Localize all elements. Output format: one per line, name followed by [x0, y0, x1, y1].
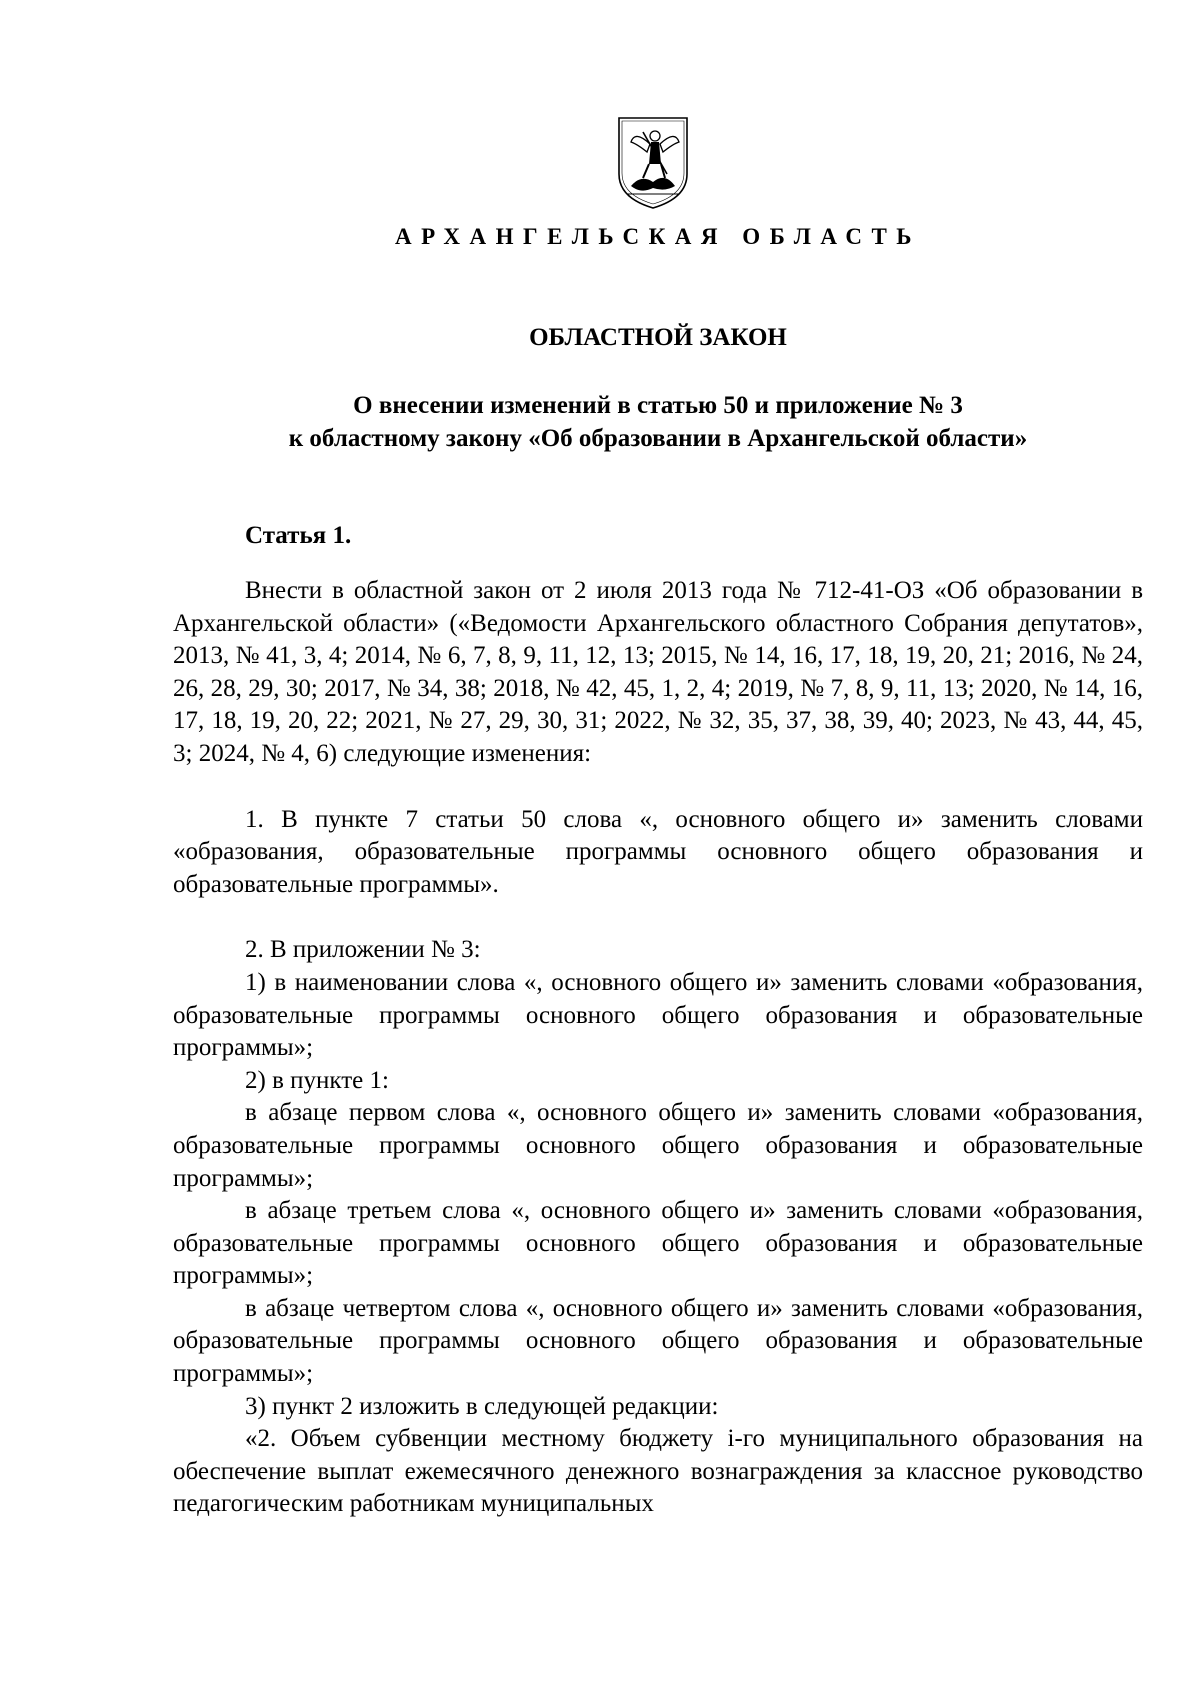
paragraph-new-item-2: «2. Объем субвенции местному бюджету i-го муниципального образования на обеспечение выплат ежемесячного денежного вознаграждения за классное руководство педагогическим работникам муниципальных [173, 1425, 1143, 1518]
law-title-line-1: О внесении изменений в статью 50 и приложение № 3 [353, 392, 963, 419]
paragraph-fourth-clause: в абзаце четвертом слова «, основного общего и» заменить словами «образования, образовательные программы основного общего образования и образовательные программы»; [173, 1294, 1143, 1388]
paragraph-subitem-1: 1) в наименовании слова «, основного общего и» заменить словами «образования, образовательные программы основного общего образования и образовательные программы»; [173, 968, 1143, 1062]
law-title [173, 389, 1143, 455]
paragraph-intro: Внести в областной закон от 2 июля 2013 года № 712-41-ОЗ «Об образовании в Архангельской области» («Ведомости Архангельского областного Собрания депутатов», 2013, № 41, 3, 4; 2014, № 6, 7, 8, 9, 11, 12, 13; 2015, № 14, 16, 17, 18, 19, 20, 21; 2016, № 24, 26, 28, 29, 30; 2017, № 34, 38; 2018, № 42, 45, 1, 2, 4; 2019, № 7, 8, 9, 11, 13; 2020, № 14, 16, 17, 18, 19, 20, 22; 2021, № 27, 29, 30, 31; 2022, № 32, 35, 37, 38, 39, 40; 2023, № 43, 44, 45, 3; 2024, № 4, 6) следующие изменения: [173, 577, 1143, 767]
article-heading: Статья 1. [245, 522, 352, 549]
paragraph-third-clause: в абзаце третьем слова «, основного общего и» заменить словами «образования, образовательные программы основного общего образования и образовательные программы»; [173, 1197, 1143, 1290]
region-name: АРХАНГЕЛЬСКАЯ ОБЛАСТЬ [394, 224, 922, 249]
document-type-heading: ОБЛАСТНОЙ ЗАКОН [529, 324, 787, 351]
paragraph-subitem-2: 2) в пункте 1: [245, 1066, 389, 1094]
law-title-line-2: к областному закону «Об образовании в Архангельской области» [288, 425, 1028, 452]
paragraph-first-clause: в абзаце первом слова «, основного общего и» заменить словами «образования, образовательные программы основного общего образования и образовательные программы»; [173, 1099, 1143, 1192]
document-page [173, 0, 1143, 1697]
paragraph-subitem-3: 3) пункт 2 изложить в следующей редакции: [245, 1392, 719, 1420]
article-body [173, 575, 1143, 1521]
coat-of-arms-archangel-icon [613, 112, 693, 212]
paragraph-item-2: 2. В приложении № 3: [245, 936, 481, 964]
paragraph-item-1: 1. В пункте 7 статьи 50 слова «, основного общего и» заменить словами «образования, образовательные программы основного общего образования и образовательные программы». [173, 805, 1143, 898]
